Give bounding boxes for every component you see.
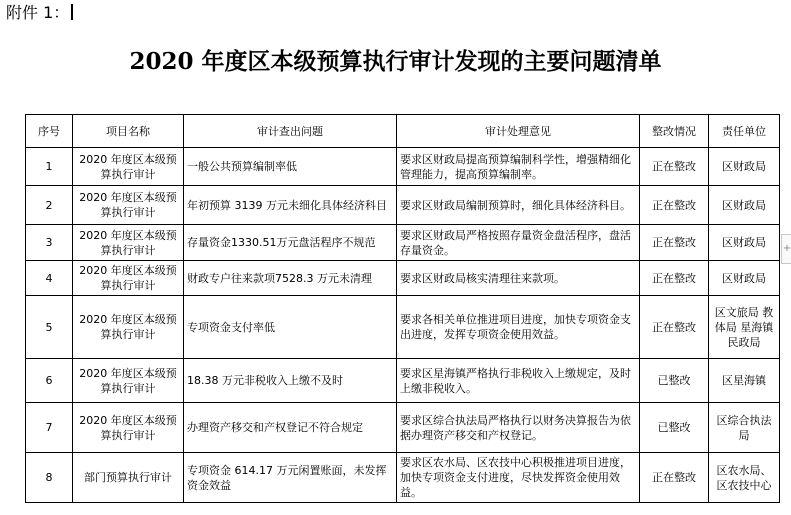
cell-issue: 存量资金1330.51万元盘活程序不规范 [184, 225, 397, 261]
cell-opinion: 要求区财政局严格按照存量资金盘活程序，盘活存量资金。 [397, 225, 640, 261]
header-status: 整改情况 [640, 115, 709, 148]
cell-no: 2 [26, 186, 73, 225]
header-project: 项目名称 [73, 115, 184, 148]
header-issue: 审计查出问题 [184, 115, 397, 148]
attachment-label: 附件 1： [6, 2, 73, 24]
cell-unit: 区财政局 [709, 225, 780, 261]
cell-opinion: 要求区财政局编制预算时，细化具体经济科目。 [397, 186, 640, 225]
cell-issue: 18.38 万元非税收入上缴不及时 [184, 359, 397, 403]
document-title: 2020 年度区本级预算执行审计发现的主要问题清单 [129, 48, 662, 75]
cell-no: 4 [26, 261, 73, 296]
cell-unit: 区财政局 [709, 148, 780, 186]
cell-no: 3 [26, 225, 73, 261]
cell-status: 正在整改 [640, 186, 709, 225]
cell-opinion: 要求区财政局提高预算编制科学性，增强精细化管理能力，提高预算编制率。 [397, 148, 640, 186]
cell-project: 2020 年度区本级预算执行审计 [73, 186, 184, 225]
cell-issue: 财政专户往来款项7528.3 万元未清理 [184, 261, 397, 296]
cell-unit: 区财政局 [709, 186, 780, 225]
table-row [26, 186, 780, 225]
cell-issue: 年初预算 3139 万元未细化具体经济科目 [184, 186, 397, 225]
cell-project: 2020 年度区本级预算执行审计 [73, 296, 184, 359]
header-opinion: 审计处理意见 [397, 115, 640, 148]
cell-opinion: 要求区财政局核实清理往来款项。 [397, 261, 640, 296]
cell-project: 部门预算执行审计 [73, 453, 184, 503]
table-row [26, 225, 780, 261]
cell-status: 正在整改 [640, 453, 709, 503]
cell-opinion: 要求区农水局、区农技中心积极推进项目进度，加快专项资金支付进度，尽快发挥资金使用效益。 [397, 453, 640, 503]
header-no: 序号 [26, 115, 73, 148]
cell-status: 正在整改 [640, 148, 709, 186]
cell-no: 5 [26, 296, 73, 359]
cell-issue: 一般公共预算编制率低 [184, 148, 397, 186]
table-row [26, 148, 780, 186]
cell-status: 正在整改 [640, 296, 709, 359]
text-cursor [71, 4, 73, 20]
cell-issue: 专项资金支付率低 [184, 296, 397, 359]
cell-status: 已整改 [640, 359, 709, 403]
table-row [26, 296, 780, 359]
cell-opinion: 要求区星海镇严格执行非税收入上缴规定，及时上缴非税收入。 [397, 359, 640, 403]
cell-issue: 专项资金 614.17 万元闲置账面，未发挥资金效益 [184, 453, 397, 503]
cell-status: 已整改 [640, 403, 709, 453]
cell-issue: 办理资产移交和产权登记不符合规定 [184, 403, 397, 453]
cell-opinion: 要求区综合执法局严格执行以财务决算报告为依据办理资产移交和产权登记。 [397, 403, 640, 453]
cell-project: 2020 年度区本级预算执行审计 [73, 225, 184, 261]
side-panel-handle[interactable]: + [781, 234, 791, 264]
table-row [26, 453, 780, 503]
cell-status: 正在整改 [640, 225, 709, 261]
cell-project: 2020 年度区本级预算执行审计 [73, 261, 184, 296]
cell-unit: 区农水局、区农技中心 [709, 453, 780, 503]
cell-status: 正在整改 [640, 261, 709, 296]
cell-project: 2020 年度区本级预算执行审计 [73, 359, 184, 403]
cell-unit: 区财政局 [709, 261, 780, 296]
cell-unit: 区综合执法局 [709, 403, 780, 453]
table-row [26, 403, 780, 453]
cell-no: 6 [26, 359, 73, 403]
table-row [26, 359, 780, 403]
issues-table [25, 114, 780, 503]
cell-unit: 区文旅局 教体局 星海镇 民政局 [709, 296, 780, 359]
header-unit: 责任单位 [709, 115, 780, 148]
cell-no: 7 [26, 403, 73, 453]
cell-no: 1 [26, 148, 73, 186]
cell-opinion: 要求各相关单位推进项目进度，加快专项资金支出进度，发挥专项资金使用效益。 [397, 296, 640, 359]
cell-project: 2020 年度区本级预算执行审计 [73, 148, 184, 186]
cell-no: 8 [26, 453, 73, 503]
cell-unit: 区星海镇 [709, 359, 780, 403]
table-row [26, 261, 780, 296]
cell-project: 2020 年度区本级预算执行审计 [73, 403, 184, 453]
table-header-row [26, 115, 780, 148]
